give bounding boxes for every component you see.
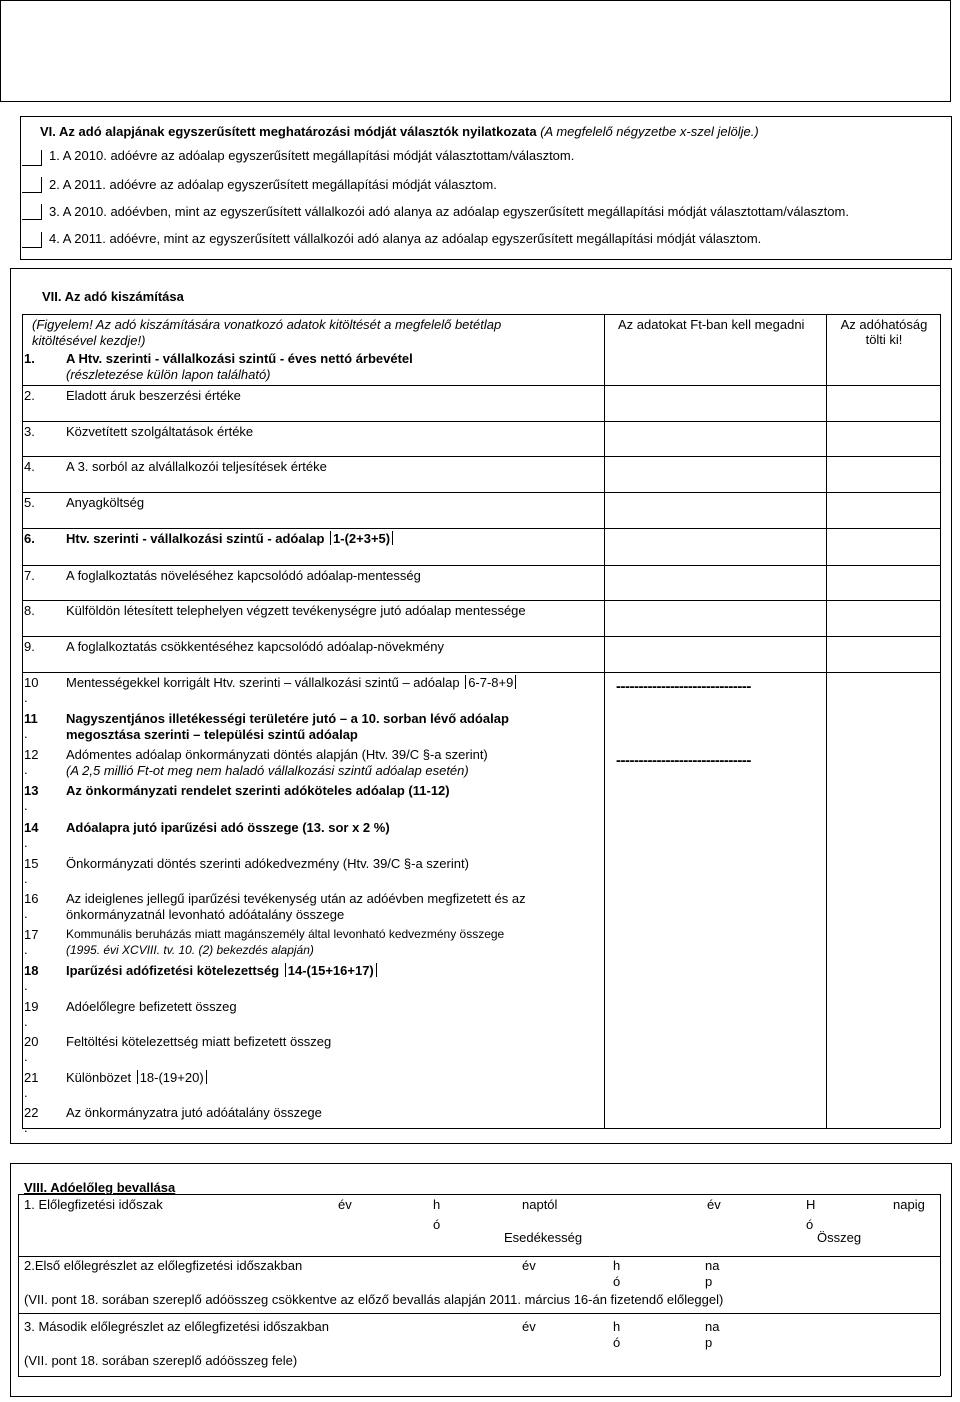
row-formula: 18-(19+20) xyxy=(139,1070,204,1085)
row-divider xyxy=(22,1067,940,1068)
row-label: A foglalkoztatás növeléséhez kapcsolódó adóalap-mentesség xyxy=(66,568,421,583)
row-label: Feltöltési kötelezettség miatt befizetett összeg xyxy=(66,1034,332,1049)
row-formula: 6-7-8+9 xyxy=(468,675,514,690)
second-ev: év xyxy=(522,1319,536,1334)
period-napig: napig xyxy=(893,1197,925,1212)
row-label: Adóelőlegre befizetett összeg xyxy=(66,999,237,1014)
row-number: 2. xyxy=(24,388,35,403)
row-divider xyxy=(22,924,940,925)
col-header-ft: Az adatokat Ft-ban kell megadni xyxy=(618,317,805,332)
row-divider xyxy=(22,421,940,422)
row-number: 18 xyxy=(24,963,39,978)
col-divider-right xyxy=(940,314,941,1128)
row-number: 21 xyxy=(24,1070,39,1085)
viii-vline-right xyxy=(940,1194,941,1376)
row-number-dot: . xyxy=(24,871,28,886)
second-installment-note: (VII. pont 18. sorában szereplő adóösszeg fele) xyxy=(24,1353,298,1368)
row-number-dot: . xyxy=(24,762,28,777)
row-label: Különbözet 18-(19+20) xyxy=(66,1070,209,1085)
checkbox-2[interactable] xyxy=(22,177,42,193)
notice-line-1: (Figyelem! Az adó kiszámítására vonatkozó adatok kitöltését a megfelelő betétlap xyxy=(32,317,502,332)
second-h: h xyxy=(613,1319,621,1334)
row-number: 8. xyxy=(24,603,35,618)
checkbox-1[interactable] xyxy=(22,150,42,166)
first-installment-note: (VII. pont 18. sorában szereplő adóösszeg csökkentve az előző bevallás alapján 2011. március 16-án fizetendő előleggel) xyxy=(24,1292,724,1307)
viii-line-1 xyxy=(18,1194,940,1195)
row-divider xyxy=(22,1031,940,1032)
period-naptol: naptól xyxy=(522,1197,558,1212)
row-label-2: (A 2,5 millió Ft-ot meg nem haladó vállalkozási szintű adóalap esetén) xyxy=(66,763,469,778)
row-divider xyxy=(22,565,940,566)
row-divider xyxy=(22,853,940,854)
row-number: 1. xyxy=(24,351,35,366)
section-vii-title: VII. Az adó kiszámítása xyxy=(42,289,184,304)
period-ev-1: év xyxy=(338,1197,352,1212)
first-installment-label: 2.Első előlegrészlet az előlegfizetési időszakban xyxy=(24,1258,303,1273)
row-formula: 14-(15+16+17) xyxy=(287,963,374,978)
row-divider xyxy=(22,888,940,889)
row-divider xyxy=(22,960,940,961)
row-label: Kommunális beruházás miatt magánszemély által levonható kedvezmény összege xyxy=(66,927,505,941)
row-label: Adóalapra jutó iparűzési adó összege (13. sor x 2 %) xyxy=(66,820,390,835)
row-divider xyxy=(22,600,940,601)
row-number-dot: . xyxy=(24,835,28,850)
row-label: Önkormányzati döntés szerinti adókedvezmény (Htv. 39/C §-a szerint) xyxy=(66,856,469,871)
section-vi-item-3: 3. A 2010. adóévben, mint az egyszerűsített vállalkozói adó alanya az adóalap egyszerűsített megállapítási módját választottam/választom. xyxy=(49,204,849,219)
table-bottom-line xyxy=(22,1128,940,1129)
section-vi-title: VI. Az adó alapjának egyszerűsített meghatározási módját választók nyilatkozata (A megfelelő négyzetbe x-szel jelölje.) xyxy=(40,124,759,139)
second-installment-label: 3. Második előlegrészlet az előlegfizetési időszakban xyxy=(24,1319,329,1334)
row-number: 10 xyxy=(24,675,39,690)
header-box xyxy=(0,0,951,102)
period-o: ó xyxy=(433,1217,441,1232)
row-number: 7. xyxy=(24,568,35,583)
row-divider xyxy=(22,385,940,386)
row-label: Az ideiglenes jellegű iparűzési tevékenység után az adóévben megfizetett és az xyxy=(66,891,526,906)
row-number: 15 xyxy=(24,856,39,871)
row-divider xyxy=(22,492,940,493)
row-label-2: önkormányzatnál levonható adóátalány összege xyxy=(66,907,345,922)
section-viii-title: VIII. Adóelőleg bevallása xyxy=(24,1180,176,1195)
first-h: h xyxy=(613,1258,621,1273)
row-label-2: (1995. évi XCVIII. tv. 10. (2) bekezdés alapján) xyxy=(66,943,314,957)
section-vi-item-2: 2. A 2011. adóévre az adóalap egyszerűsített megállapítási módját választom. xyxy=(49,177,497,192)
dashes-row-12: ------------------------------ xyxy=(616,752,751,769)
second-p: p xyxy=(705,1335,713,1350)
second-o: ó xyxy=(613,1335,621,1350)
row-label: Iparűzési adófizetési kötelezettség 14-(15+16+17) xyxy=(66,963,379,978)
section-vi-item-4: 4. A 2011. adóévre, mint az egyszerűsített vállalkozói adó alanya az adóalap egyszerűsített megállapítási módját választom. xyxy=(49,231,762,246)
viii-line-2 xyxy=(18,1256,940,1257)
viii-vline-left xyxy=(18,1194,19,1376)
first-o: ó xyxy=(613,1274,621,1289)
row-divider xyxy=(22,744,940,745)
period-H: H xyxy=(806,1197,816,1212)
row-number: 6. xyxy=(24,531,35,546)
row-divider xyxy=(22,672,940,673)
col-divider-left xyxy=(22,314,23,1128)
row-number: 4. xyxy=(24,459,35,474)
second-na: na xyxy=(705,1319,720,1334)
row-number-dot: . xyxy=(24,726,28,741)
period-h: h xyxy=(433,1197,441,1212)
row-number-dot: . xyxy=(24,1014,28,1029)
row-label-2: (részletezése külön lapon található) xyxy=(66,367,271,382)
period-ev-2: év xyxy=(707,1197,721,1212)
period-o-2: ó xyxy=(806,1217,814,1232)
row-label: Külföldön létesített telephelyen végzett tevékenységre jutó adóalap mentessége xyxy=(66,603,526,618)
row-number-dot: . xyxy=(24,942,28,957)
row-divider xyxy=(22,996,940,997)
row-label: A 3. sorból az alvállalkozói teljesítések értéke xyxy=(66,459,327,474)
row-label: Htv. szerinti - vállalkozási szintű - adóalap 1-(2+3+5) xyxy=(66,531,395,546)
period-label: 1. Előlegfizetési időszak xyxy=(24,1197,163,1212)
row-number-dot: . xyxy=(24,978,28,993)
row-label: Közvetített szolgáltatások értéke xyxy=(66,424,254,439)
row-divider xyxy=(22,780,940,781)
row-number: 9. xyxy=(24,639,35,654)
row-number: 20 xyxy=(24,1034,39,1049)
row-divider xyxy=(22,528,940,529)
esedekesseg-label: Esedékesség xyxy=(504,1230,583,1245)
row-number: 13 xyxy=(24,783,39,798)
row-divider xyxy=(22,817,940,818)
first-ev: év xyxy=(522,1258,536,1273)
row-number: 12 xyxy=(24,747,39,762)
osszeg-label: Összeg xyxy=(817,1230,862,1245)
col-header-authority: Az adóhatóság tölti ki! xyxy=(840,317,928,347)
row-number: 16 xyxy=(24,891,39,906)
viii-line-4 xyxy=(18,1376,940,1377)
row-divider xyxy=(22,636,940,637)
row-number-dot: . xyxy=(24,690,28,705)
row-label: Anyagköltség xyxy=(66,495,145,510)
row-number: 19 xyxy=(24,999,39,1014)
row-number-dot: . xyxy=(24,906,28,921)
row-number: 3. xyxy=(24,424,35,439)
row-number-dot: . xyxy=(24,1120,28,1135)
row-number: 22 xyxy=(24,1105,39,1120)
row-label: Adómentes adóalap önkormányzati döntés alapján (Htv. 39/C §-a szerint) xyxy=(66,747,488,762)
notice-line-2: kitöltésével kezdje!) xyxy=(32,333,146,348)
row-label-2: megosztása szerinti – települési szintű adóalap xyxy=(66,727,358,742)
row-divider xyxy=(22,1102,940,1103)
row-number: 14 xyxy=(24,820,39,835)
row-label: Eladott áruk beszerzési értéke xyxy=(66,388,241,403)
row-label: Mentességekkel korrigált Htv. szerinti – vállalkozási szintű – adóalap 6-7-8+9 xyxy=(66,675,518,690)
row-divider xyxy=(22,708,940,709)
section-vi-item-1: 1. A 2010. adóévre az adóalap egyszerűsített megállapítási módját választottam/választom. xyxy=(49,148,575,163)
row-label: Az önkormányzati rendelet szerinti adóköteles adóalap (11-12) xyxy=(66,783,450,798)
checkbox-4[interactable] xyxy=(22,232,42,248)
first-na: na xyxy=(705,1258,720,1273)
checkbox-3[interactable] xyxy=(22,204,42,220)
viii-line-3 xyxy=(18,1313,940,1314)
row-divider xyxy=(22,456,940,457)
col-divider-1 xyxy=(604,314,605,1128)
row-number: 17 xyxy=(24,927,39,942)
col-divider-2 xyxy=(826,314,827,1128)
row-number: 11 xyxy=(24,711,38,726)
row-number-dot: . xyxy=(24,798,28,813)
dashes-row-10: ------------------------------ xyxy=(616,678,751,695)
row-label: A foglalkoztatás csökkentéséhez kapcsolódó adóalap-növekmény xyxy=(66,639,444,654)
row-label: Az önkormányzatra jutó adóátalány összege xyxy=(66,1105,322,1120)
row-number: 5. xyxy=(24,495,35,510)
row-label: A Htv. szerinti - vállalkozási szintű - éves nettó árbevétel xyxy=(66,351,413,366)
row-formula: 1-(2+3+5) xyxy=(333,531,391,546)
row-number-dot: . xyxy=(24,1049,28,1064)
first-p: p xyxy=(705,1274,713,1289)
row-number-dot: . xyxy=(24,1085,28,1100)
row-label: Nagyszentjános illetékességi területére jutó – a 10. sorban lévő adóalap xyxy=(66,711,509,726)
table-top-line xyxy=(22,314,940,315)
